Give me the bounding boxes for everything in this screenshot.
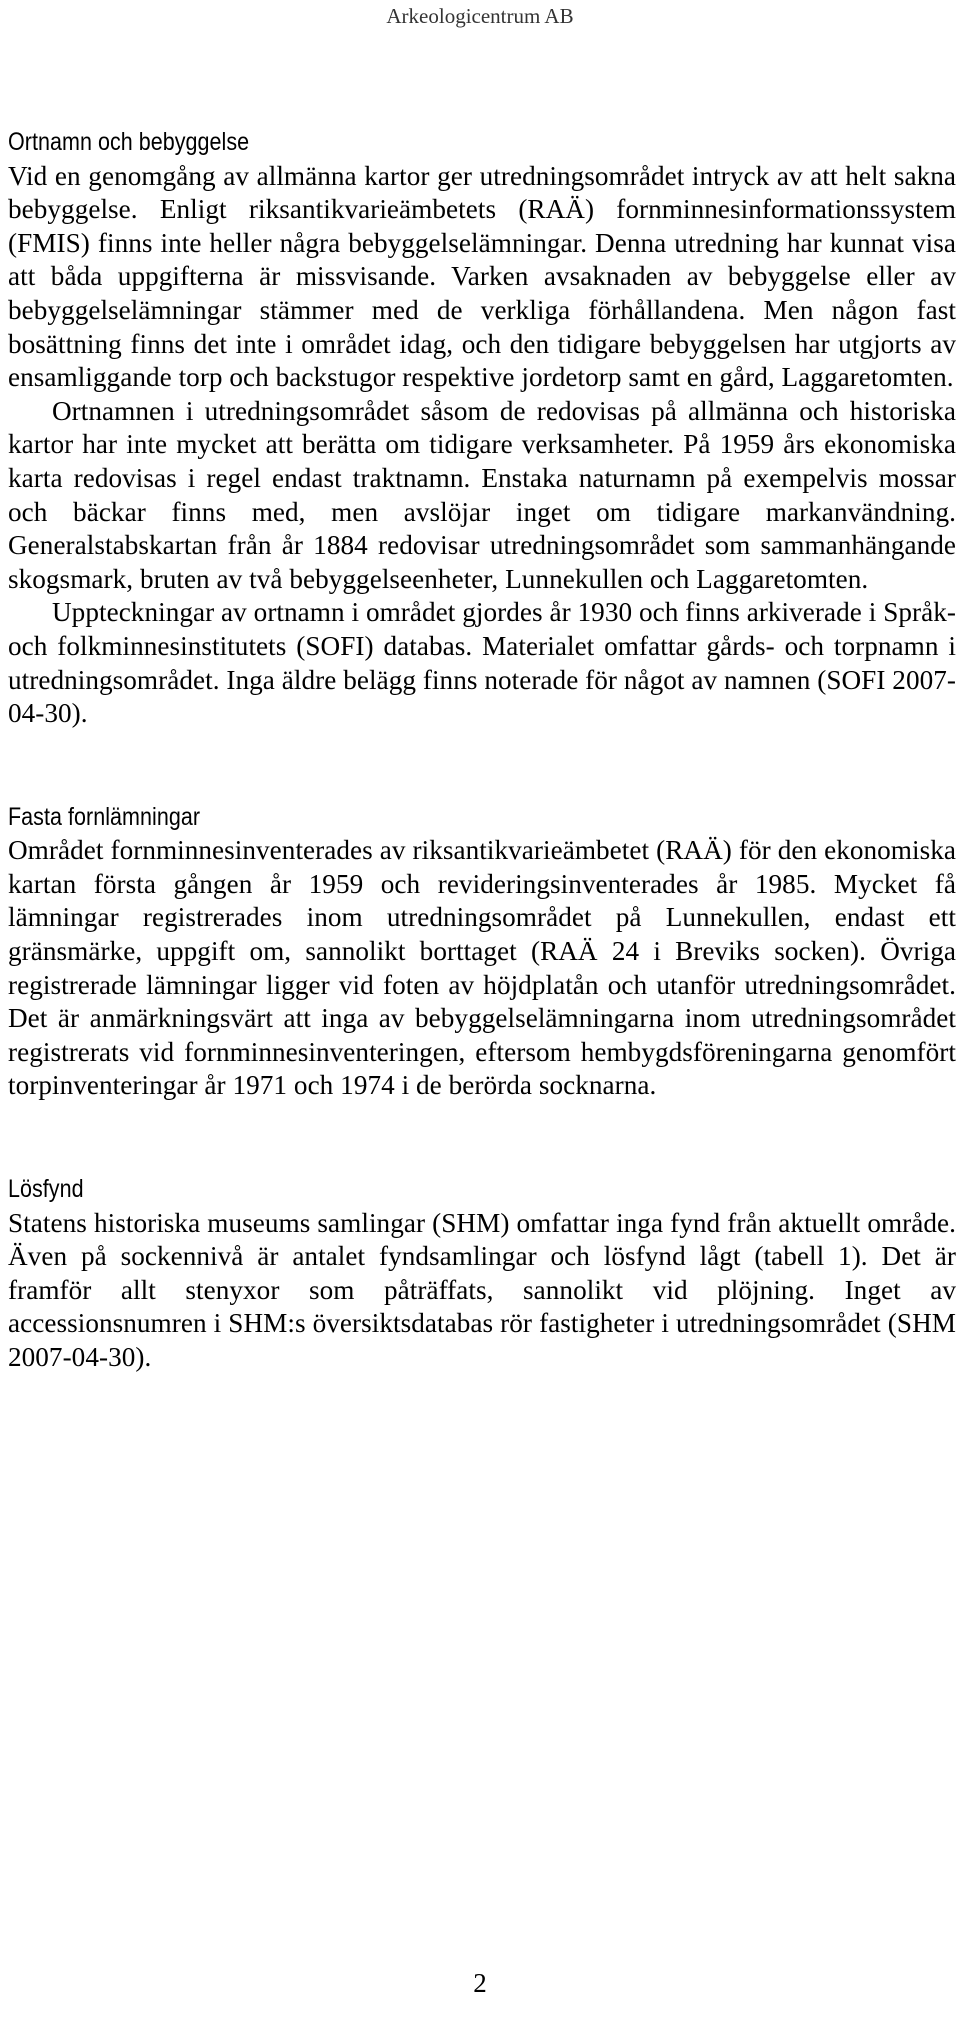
section-ortnamn xyxy=(8,126,956,731)
paragraph: Statens historiska museums samlingar (SHM) omfattar inga fynd från aktuellt område. Även på sockennivå är antalet fyndsamlingar och lösfynd lågt (tabell 1). Det är framför allt stenyxor som påträffats, sannolikt vid plöjning. Inget av accessionsnumren i SHM:s översiktsdatabas rör fastigheter i utredningsområdet (SHM 2007-04-30). xyxy=(8,1207,956,1372)
section-fasta-fornlamningar xyxy=(8,801,956,1103)
section-losfynd xyxy=(8,1173,956,1375)
paragraph: Vid en genomgång av allmänna kartor ger utredningsområdet intryck av att helt sakna bebyggelse. Enligt riksantikvarieämbetets (RAÄ) fornminnesinformationssystem (FMIS) finns inte heller några bebyggelselämningar. Denna utredning har kunnat visa att båda uppgifterna är missvisande. Varken avsaknaden av bebyggelse eller av bebyggelselämningar stämmer med de verkliga förhållandena. Men någon fast bosättning finns det inte i området idag, och den tidigare bebyggelsen har utgjorts av ensamliggande torp och backstugor respektive jordetorp samt en gård, Laggaretomten. xyxy=(8,160,956,393)
paragraph: Ortnamnen i utredningsområdet såsom de redovisas på allmänna och historiska kartor har inte mycket att berätta om tidigare verksamheter. På 1959 års ekonomiska karta redovisas i regel endast traktnamn. Enstaka naturnamn på exempelvis mossar och bäckar finns med, men avslöjar inget om tidigare markanvändning. Generalstabskartan från år 1884 redovisar utredningsområdet som sammanhängande skogsmark, bruten av två bebyggelseenheter, Lunnekullen och Laggaretomten. xyxy=(8,395,956,594)
document-body xyxy=(8,126,956,1375)
section-heading: Fasta fornlämningar xyxy=(8,802,201,831)
section-heading: Lösfynd xyxy=(8,1175,84,1204)
paragraph: Uppteckningar av ortnamn i området gjordes år 1930 och finns arkiverade i Språk- och folkminnesinstitutets (SOFI) databas. Materialet omfattar gårds- och torpnamn i utredningsområdet. Inga äldre belägg finns noterade för något av namnen (SOFI 2007-04-30). xyxy=(8,597,956,729)
paragraph: Området fornminnesinventerades av riksantikvarieämbetet (RAÄ) för den ekonomiska kartan första gången år 1959 och revideringsinventerades år 1985. Mycket få lämningar registrerades inom utredningsområdet på Lunnekullen, endast ett gränsmärke, uppgift om, sannolikt borttaget (RAÄ 24 i Breviks socken). Övriga registrerade lämningar ligger vid foten av höjdplatån och utanför utredningsområdet. Det är anmärkningsvärt att inga av bebyggelselämningarna inom utredningsområdet registrerats vid fornminnesinventeringen, eftersom hembygdsföreningarna genomfört torpinventeringar år 1971 och 1974 i de berörda socknarna. xyxy=(8,835,956,1101)
page-number: 2 xyxy=(473,1968,487,1998)
running-header: Arkeologicentrum AB xyxy=(386,4,574,28)
section-heading: Ortnamn och bebyggelse xyxy=(8,128,250,156)
